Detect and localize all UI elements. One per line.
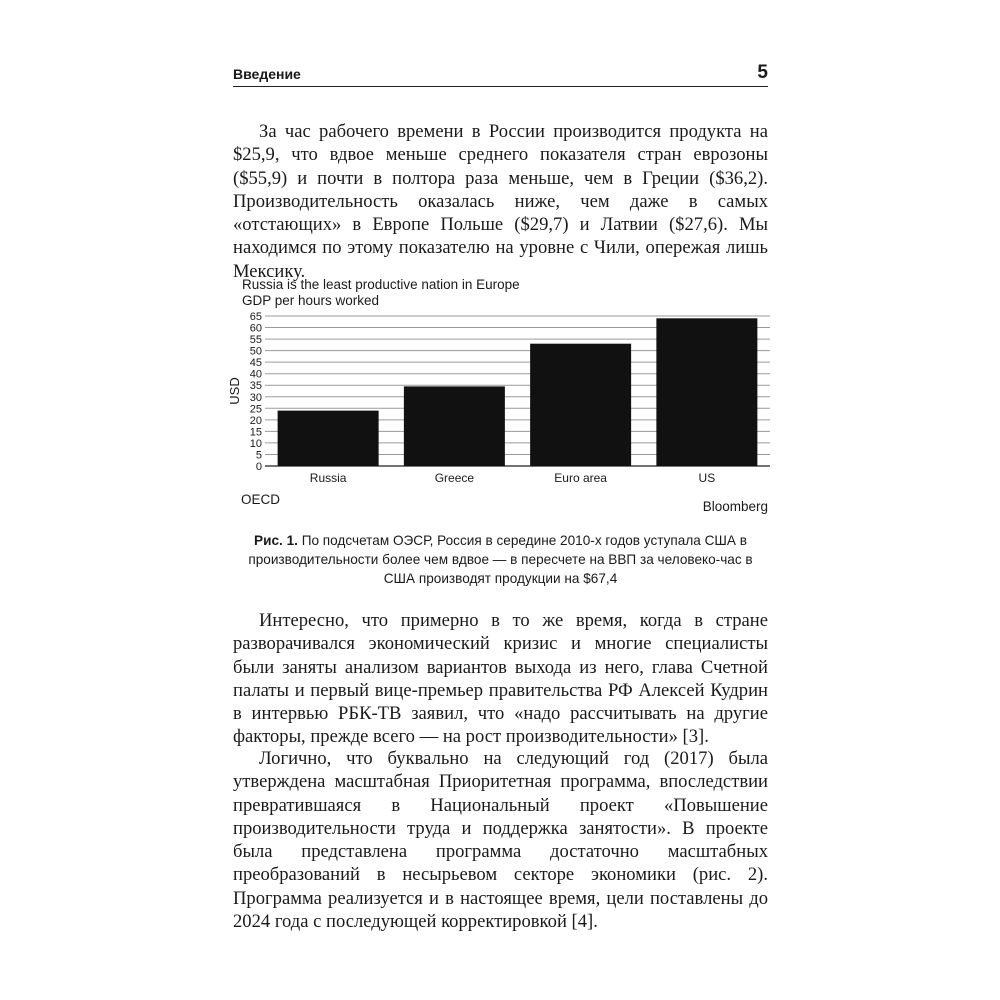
x-tick-label: Greece [434,471,475,485]
chart-source-oecd: OECD [241,492,281,507]
caption-label: Рис. 1. [254,533,298,548]
caption-text: По подсчетам ОЭСР, Россия в середине 2010-х годов уступала США в производительности более чем вдвое — в пересчете на ВВП за человеко-час в США производят продукции на $67,4 [248,533,753,586]
y-tick-label: 60 [249,322,262,335]
body-paragraph: Интересно, что примерно в то же время, когда в стране разворачивался экономический кризис и многие специалисты были заняты анализом вариантов выхода из него, глава Счетной палаты и первый вице-премьер правительства РФ Алексей Кудрин в интервью РБК-ТВ заявил, что «надо рассчитывать на другие факторы, прежде всего — на рост производительности» [3]. [233,610,768,748]
bar-us [656,318,757,466]
chart-source-bloomberg: Bloomberg [702,499,768,514]
y-axis-label: USD [227,377,242,405]
chart-title: Russia is the least productive nation in Europe [242,277,520,292]
y-tick-label: 55 [249,334,262,347]
y-tick-label: 10 [249,437,262,450]
y-tick-label: 25 [249,403,262,416]
y-tick-label: 15 [249,426,262,439]
y-tick-label: 45 [249,357,262,370]
running-head: Введение [233,66,301,82]
bar-greece [404,386,505,466]
y-tick-label: 35 [249,380,262,393]
bar-chart [225,308,785,493]
chart-subtitle: GDP per hours worked [242,293,380,308]
y-tick-label: 40 [249,368,262,381]
y-tick-label: 65 [249,311,262,323]
figure-caption [233,531,768,588]
x-tick-label: Russia [309,471,347,485]
y-tick-label: 20 [249,414,262,427]
bar-euro-area [530,344,631,466]
page-header [233,62,768,87]
y-tick-label: 50 [249,345,262,358]
body-paragraph: За час рабочего времени в России производится продукта на $25,9, что вдвое меньше среднего показателя стран еврозоны ($55,9) и почти в полтора раза меньше, чем в Греции ($36,2). Производительность оказалась ниже, чем даже в самых «отстающих» в Европе Польше ($29,7) и Латвии ($27,6). Мы находимся по этому показателю на уровне с Чили, опережая лишь Мексику. [233,121,768,282]
y-tick-label: 0 [255,461,262,473]
x-tick-label: US [698,471,716,485]
page-number: 5 [757,62,768,83]
y-tick-label: 5 [255,449,262,462]
y-tick-label: 30 [249,391,262,404]
bar-russia [278,411,379,466]
body-paragraph: Логично, что буквально на следующий год (2017) была утверждена масштабная Приоритетная программа, впоследствии превратившаяся в Национальный проект «Повышение производительности труда и поддержка занятости». В проекте была представлена программа достаточно масштабных преобразований в несырьевом секторе экономики (рис. 2). Программа реализуется и в настоящее время, цели поставлены до 2024 года с последующей корректировкой [4]. [233,748,768,933]
x-tick-label: Euro area [554,471,607,485]
